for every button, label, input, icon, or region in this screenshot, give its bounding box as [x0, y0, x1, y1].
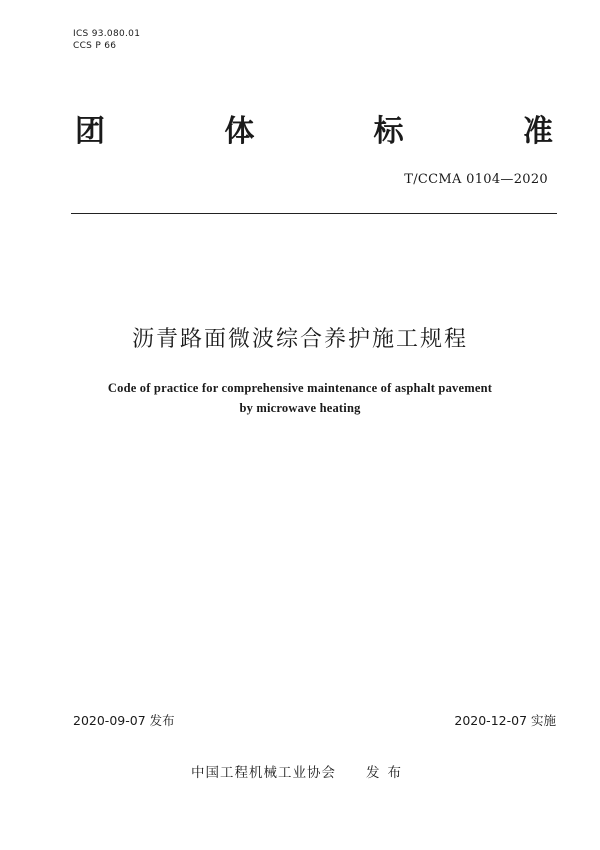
heading-char: 团: [75, 114, 105, 149]
heading-char: 体: [224, 114, 255, 149]
effective-date: 2020-12-07 实施: [454, 713, 556, 728]
document-title-english: [0, 378, 600, 418]
english-title-line-1: Code of practice for comprehensive maintenance of asphalt pavement: [107, 381, 493, 395]
ics-code: ICS 93.080.01: [73, 29, 141, 39]
publisher-suffix: 发布: [366, 765, 409, 781]
publish-date: 2020-09-07 发布: [73, 713, 175, 728]
standard-number: T/CCMA 0104—2020: [404, 172, 548, 187]
publisher: [0, 764, 600, 782]
heading-char: 准: [522, 114, 553, 149]
publisher-name: 中国工程机械工业协会: [191, 765, 336, 781]
heading-char: 标: [373, 114, 404, 149]
ccs-code: CCS P 66: [73, 41, 117, 51]
classification-codes: [73, 28, 140, 52]
document-title-chinese: 沥青路面微波综合养护施工规程: [131, 327, 468, 352]
english-title-line-2: by microwave heating: [239, 401, 361, 415]
standard-type-heading: [75, 112, 553, 152]
header-divider: [71, 213, 557, 214]
